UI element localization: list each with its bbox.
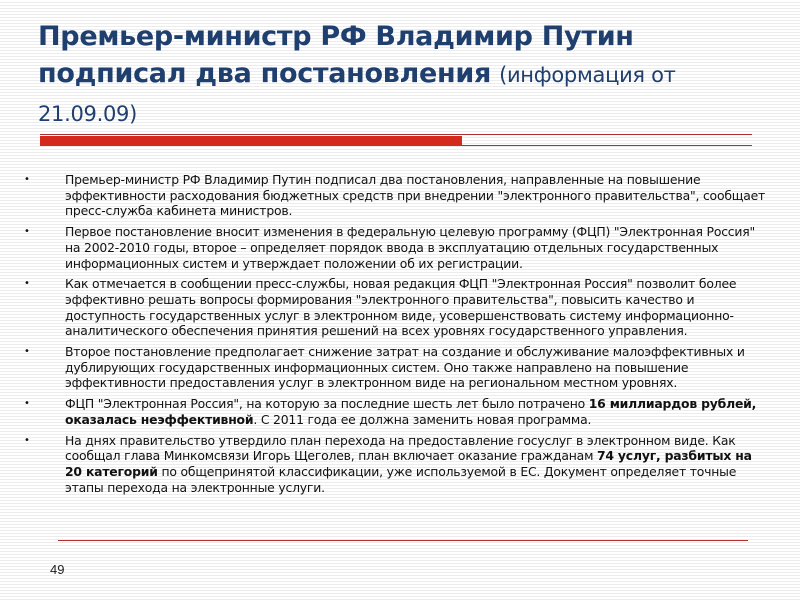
- bullet-item: [24, 224, 772, 271]
- bullet-icon: •: [24, 278, 30, 290]
- bullet-icon: •: [24, 398, 30, 410]
- bullet-item: [24, 433, 772, 496]
- bullet-item: [24, 276, 772, 339]
- bullet-text: Премьер-министр РФ Владимир Путин подписал два постановления, направленные на повышение эффективности расходования бюджетных средств при внедрении "электронного правительства", сообщает пресс-служба кабинета министров.: [65, 172, 766, 219]
- content-body: [24, 172, 772, 500]
- bullet-item: [24, 396, 772, 427]
- bullet-text: . С 2011 года ее должна заменить новая программа.: [253, 411, 592, 427]
- accent-bar: [40, 136, 462, 146]
- page-number: 49: [50, 562, 65, 577]
- title-rule-top: [40, 134, 752, 135]
- slide-title: [38, 18, 778, 133]
- bullet-item: [24, 172, 772, 219]
- bullet-icon: •: [24, 174, 30, 185]
- bullet-text-bold: 16 миллиардов рублей, оказалась неэффективной: [65, 396, 757, 427]
- footer-rule: [58, 540, 748, 541]
- title-main: Премьер-министр РФ Владимир Путин подписал два постановления: [38, 21, 634, 89]
- title-rule-bottom: [462, 145, 752, 146]
- bullet-text: по общепринятой классификации, уже используемой в ЕС. Документ определяет точные этапы перехода на электронные услуги.: [65, 463, 737, 495]
- bullet-text: ФЦП "Электронная Россия", на которую за последние шесть лет было потрачено: [65, 396, 589, 412]
- title-date: (информация от 21.09.09): [38, 63, 676, 126]
- bullet-icon: •: [24, 346, 30, 358]
- bullet-icon: •: [24, 226, 30, 238]
- bullet-icon: •: [24, 434, 30, 446]
- bullet-text: Первое постановление вносит изменения в федеральную целевую программу (ФЦП) "Электронная Россия" на 2002-2010 годы, второе – определяет порядок ввода в эксплуатацию отдельных государственных информационных систем и утверждает положении об их регистрации.: [65, 224, 756, 271]
- bullet-list: [24, 172, 772, 495]
- bullet-item: [24, 344, 772, 391]
- bullet-text: Как отмечается в сообщении пресс-службы, новая редакция ФЦП "Электронная Россия" позволит более эффективно решать вопросы формирования "электронного правительства", повысить качество и доступность государственных услуг в электронном виде, усовершенствовать систему информационно-аналитического обеспечения принятия решений на всех уровнях государственного управления.: [65, 276, 737, 339]
- bullet-text: На днях правительство утвердило план перехода на предоставление госуслуг в электронном виде. Как сообщал глава Минкомсвязи Игорь Щеголев, план включает оказание гражданам: [65, 432, 736, 464]
- bullet-text: Второе постановление предполагает снижение затрат на создание и обслуживание малоэффективных и дублирующих государственных информационных систем. Оно также направлено на повышение эффективности предоставления услуг в электронном виде на региональном местном уровнях.: [65, 344, 745, 391]
- bullet-text-bold: 74 услуг, разбитых на 20 категорий: [65, 448, 752, 479]
